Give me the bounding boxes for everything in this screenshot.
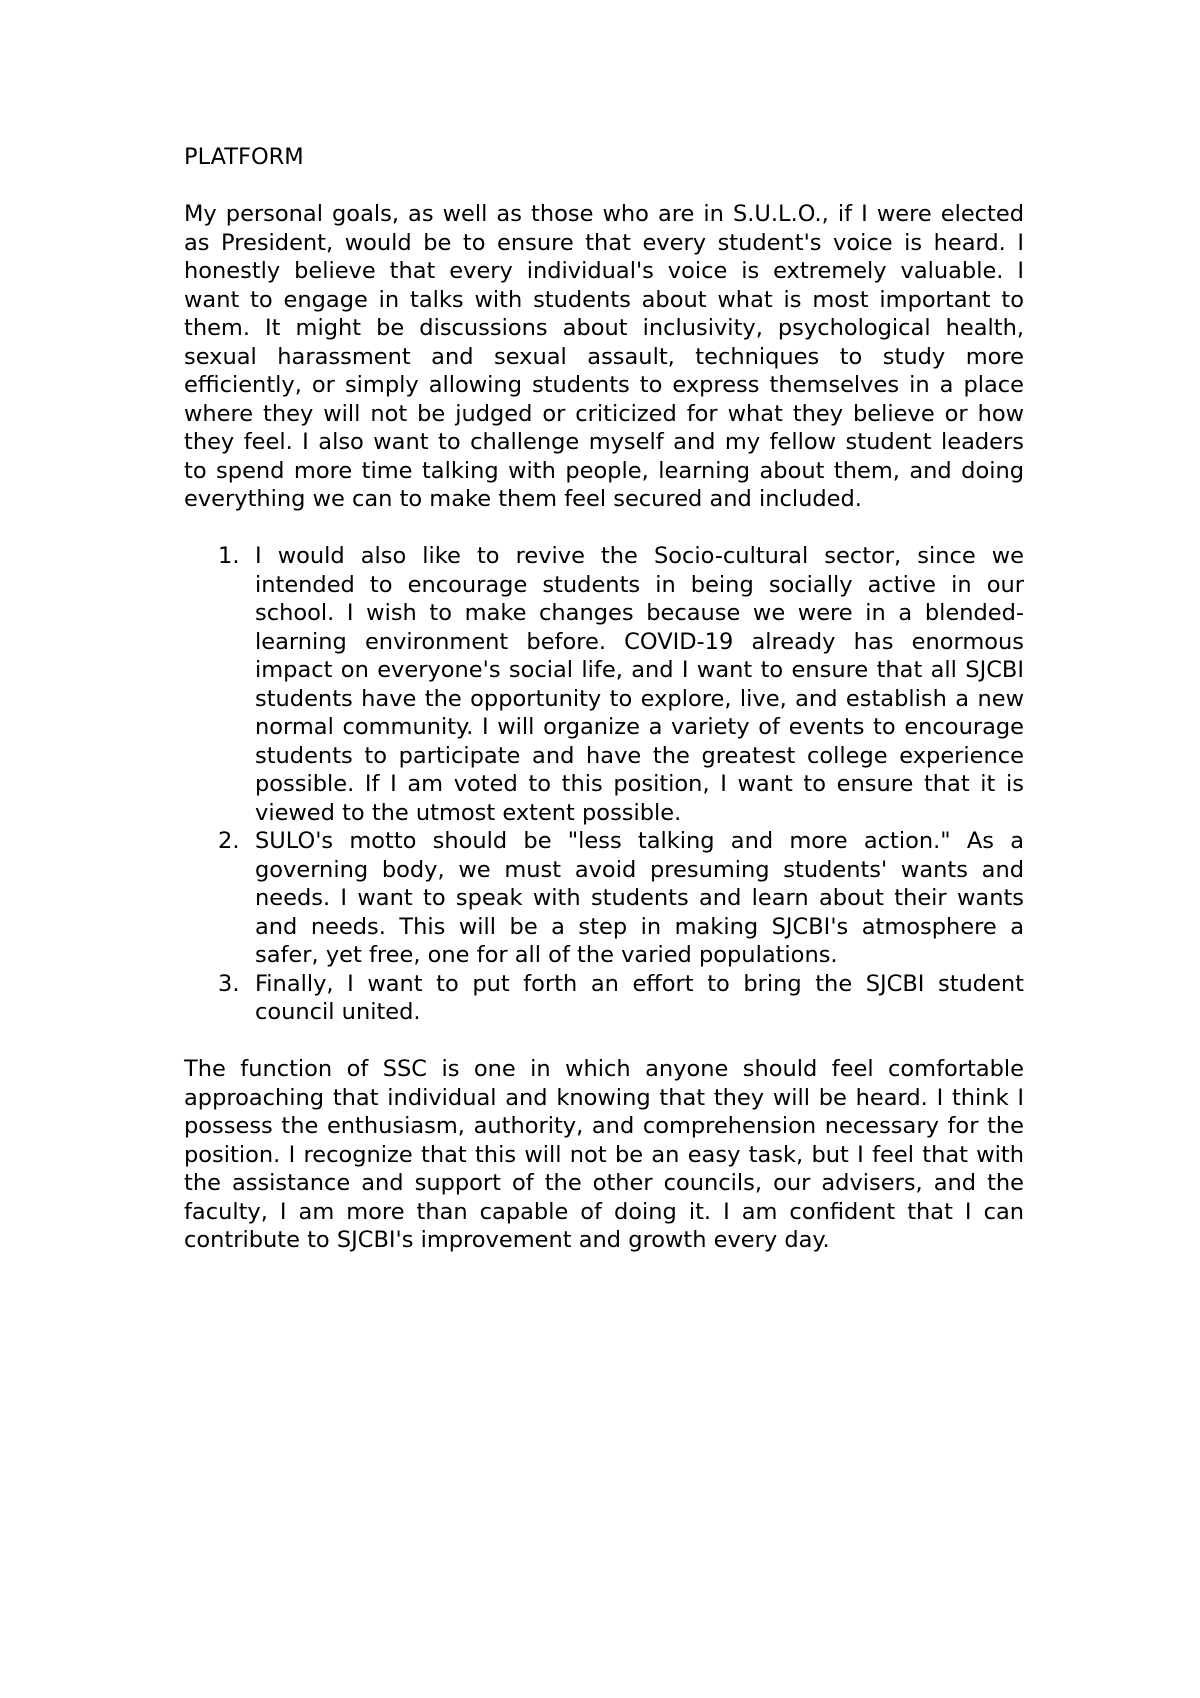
list-item bbox=[184, 970, 1024, 1027]
list-item-text: SULO's motto should be "less talking and more action." As a governing body, we must avoid presuming students' wants and needs. I want to speak with students and learn about their wants and needs. This will be a step in making SJCBI's atmosphere a safer, yet free, one for all of the varied populations. bbox=[255, 828, 1024, 968]
platform-list bbox=[184, 542, 1024, 1027]
list-item bbox=[184, 827, 1024, 970]
closing-paragraph: The function of SSC is one in which anyone should feel comfortable approaching that individual and knowing that they will be heard. I think I possess the enthusiasm, authority, and comprehension necessary for the position. I recognize that this will not be an easy task, but I feel that with the assistance and support of the other councils, our advisers, and the faculty, I am more than capable of doing it. I am confident that I can contribute to SJCBI's improvement and growth every day. bbox=[184, 1056, 1024, 1253]
document-body bbox=[184, 143, 1024, 1255]
list-item-number: 1. bbox=[218, 543, 240, 569]
list-item-number: 2. bbox=[218, 828, 240, 854]
document-heading: PLATFORM bbox=[184, 144, 304, 170]
list-item-text: I would also like to revive the Socio-cultural sector, since we intended to encourage students in being socially active in our school. I wish to make changes because we were in a blended-learning environment before. COVID-19 already has enormous impact on everyone's social life, and I want to ensure that all SJCBI students have the opportunity to explore, live, and establish a new normal community. I will organize a variety of events to encourage students to participate and have the greatest college experience possible. If I am voted to this position, I want to ensure that it is viewed to the utmost extent possible. bbox=[255, 543, 1024, 826]
intro-paragraph: My personal goals, as well as those who are in S.U.L.O., if I were elected as President, would be to ensure that every student's voice is heard. I honestly believe that every individual's voice is extremely valuable. I want to engage in talks with students about what is most important to them. It might be discussions about inclusivity, psychological health, sexual harassment and sexual assault, techniques to study more efficiently, or simply allowing students to express themselves in a place where they will not be judged or criticized for what they believe or how they feel. I also want to challenge myself and my fellow student leaders to spend more time talking with people, learning about them, and doing everything we can to make them feel secured and included. bbox=[184, 201, 1024, 512]
list-item bbox=[184, 542, 1024, 827]
list-item-number: 3. bbox=[218, 970, 240, 997]
list-item-text: Finally, I want to put forth an effort to bring the SJCBI student council united. bbox=[255, 970, 1024, 1025]
